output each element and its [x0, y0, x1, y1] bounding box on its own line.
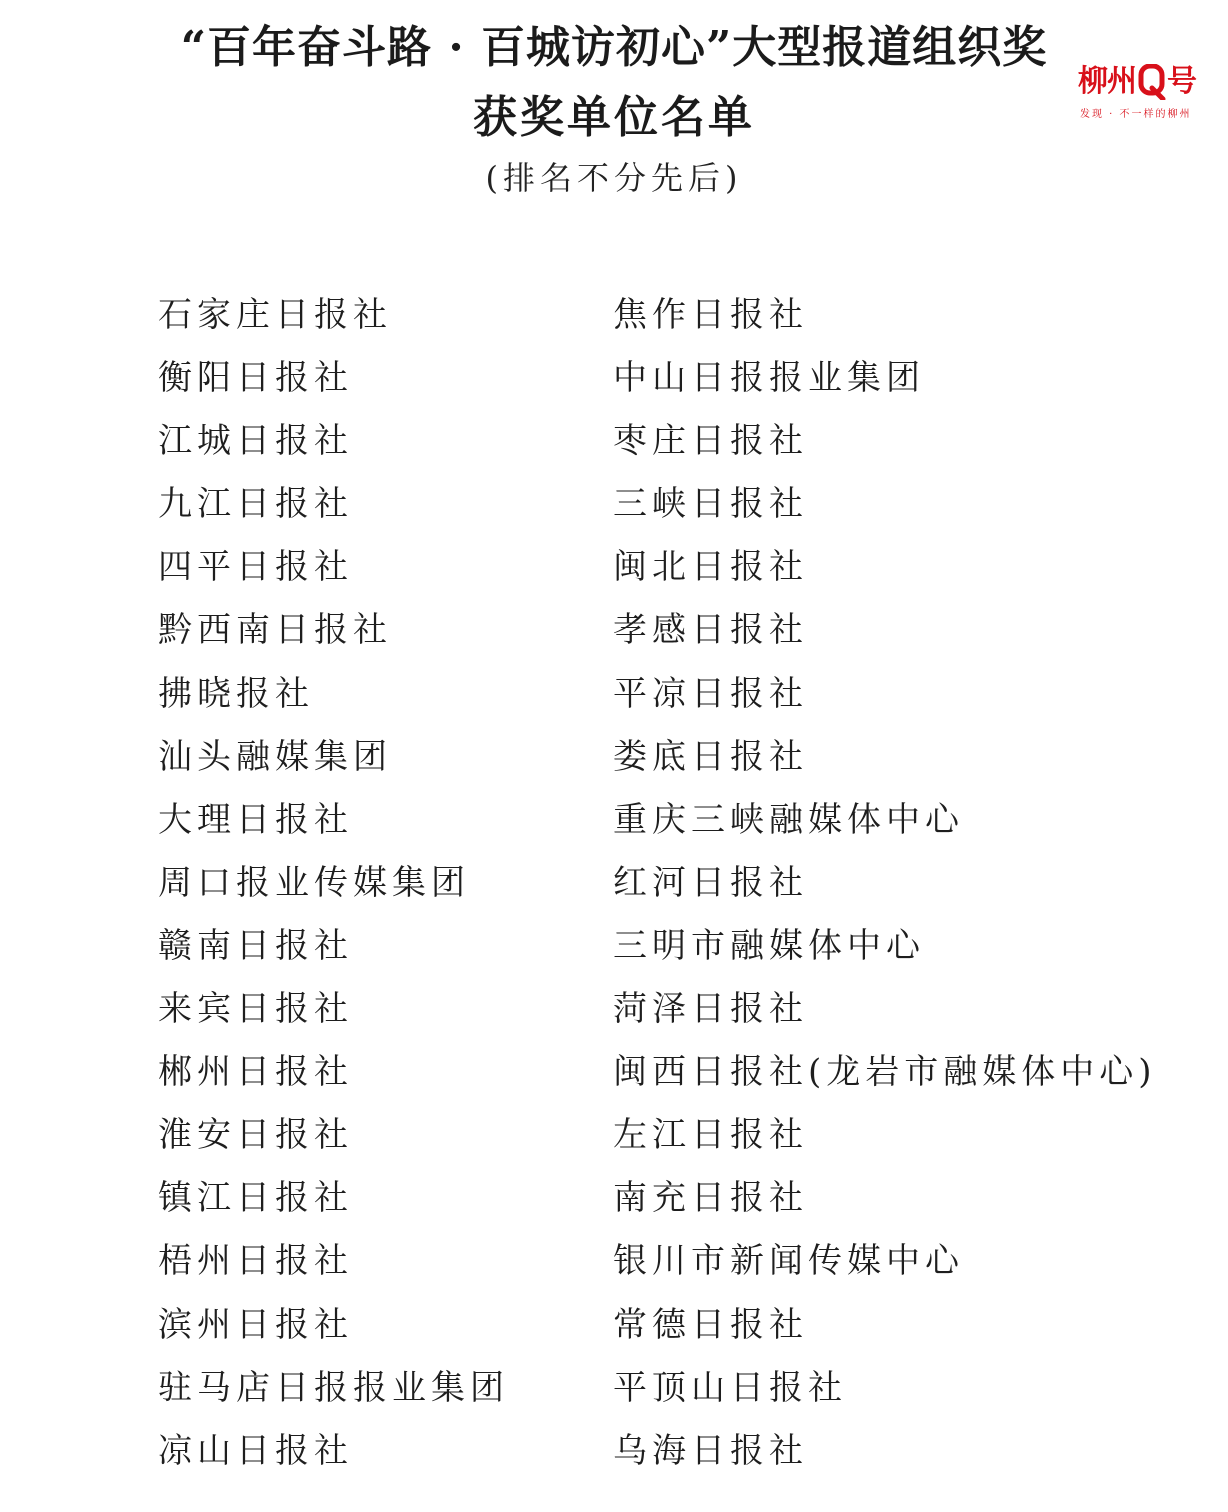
- winner-item: 凉山日报社: [158, 1430, 353, 1471]
- winner-item: 闽西日报社(龙岩市融媒体中心): [613, 1052, 1157, 1093]
- document-subtitle: (排名不分先后): [485, 159, 743, 197]
- winner-item: 三明市融媒体中心: [613, 925, 925, 966]
- winner-item: 中山日报报业集团: [613, 358, 925, 399]
- winner-item: 驻马店日报报业集团: [158, 1367, 509, 1408]
- winner-item: 平顶山日报社: [613, 1367, 847, 1408]
- winner-item: 闽北日报社: [613, 547, 808, 588]
- winner-item: 滨州日报社: [158, 1304, 353, 1345]
- document-title-line-2: 获奖单位名单: [473, 92, 755, 143]
- winner-item: 镇江日报社: [158, 1178, 353, 1219]
- winner-item: 赣南日报社: [158, 925, 353, 966]
- winner-item: 三峡日报社: [613, 484, 808, 525]
- winner-item: 左江日报社: [613, 1115, 808, 1156]
- winners-list-right: [613, 284, 1157, 1483]
- winner-item: 九江日报社: [158, 484, 353, 525]
- winner-item: 孝感日报社: [613, 610, 808, 651]
- winner-item: 枣庄日报社: [613, 421, 808, 462]
- liuzhou-q-logo: [1078, 62, 1218, 128]
- document-title-line-1: “百年奋斗路 · 百城访初心”大型报道组织奖: [180, 22, 1048, 73]
- winner-item: 周口报业传媒集团: [158, 862, 470, 903]
- winner-item: 乌海日报社: [613, 1430, 808, 1471]
- winner-item: 娄底日报社: [613, 736, 808, 777]
- winner-item: 大理日报社: [158, 799, 353, 840]
- winners-list-left: [158, 284, 509, 1483]
- winner-item: 菏泽日报社: [613, 989, 808, 1030]
- logo-tagline: 发现 · 不一样的柳州: [1080, 109, 1192, 120]
- winner-item: 衡阳日报社: [158, 358, 353, 399]
- winner-item: 银川市新闻传媒中心: [613, 1241, 964, 1282]
- winner-item: 四平日报社: [158, 547, 353, 588]
- winner-item: 焦作日报社: [613, 295, 808, 335]
- winner-item: 郴州日报社: [158, 1052, 353, 1093]
- winner-item: 石家庄日报社: [158, 295, 392, 335]
- logo-q-icon: [1138, 64, 1166, 100]
- winner-item: 江城日报社: [158, 421, 353, 462]
- logo-wordmark: [1078, 62, 1196, 102]
- winner-item: 黔西南日报社: [158, 610, 392, 651]
- winner-item: 平凉日报社: [613, 673, 808, 714]
- winner-item: 重庆三峡融媒体中心: [613, 799, 964, 840]
- winner-item: 淮安日报社: [158, 1115, 353, 1156]
- winner-item: 来宾日报社: [158, 989, 353, 1030]
- winner-item: 汕头融媒集团: [158, 736, 392, 777]
- logo-text-left: 柳州: [1078, 64, 1136, 99]
- winner-item: 红河日报社: [613, 862, 808, 903]
- winner-item: 梧州日报社: [158, 1241, 353, 1282]
- winner-item: 常德日报社: [613, 1304, 808, 1345]
- winner-item: 南充日报社: [613, 1178, 808, 1219]
- winner-item: 拂晓报社: [158, 673, 314, 714]
- logo-text-right: 号: [1167, 64, 1196, 99]
